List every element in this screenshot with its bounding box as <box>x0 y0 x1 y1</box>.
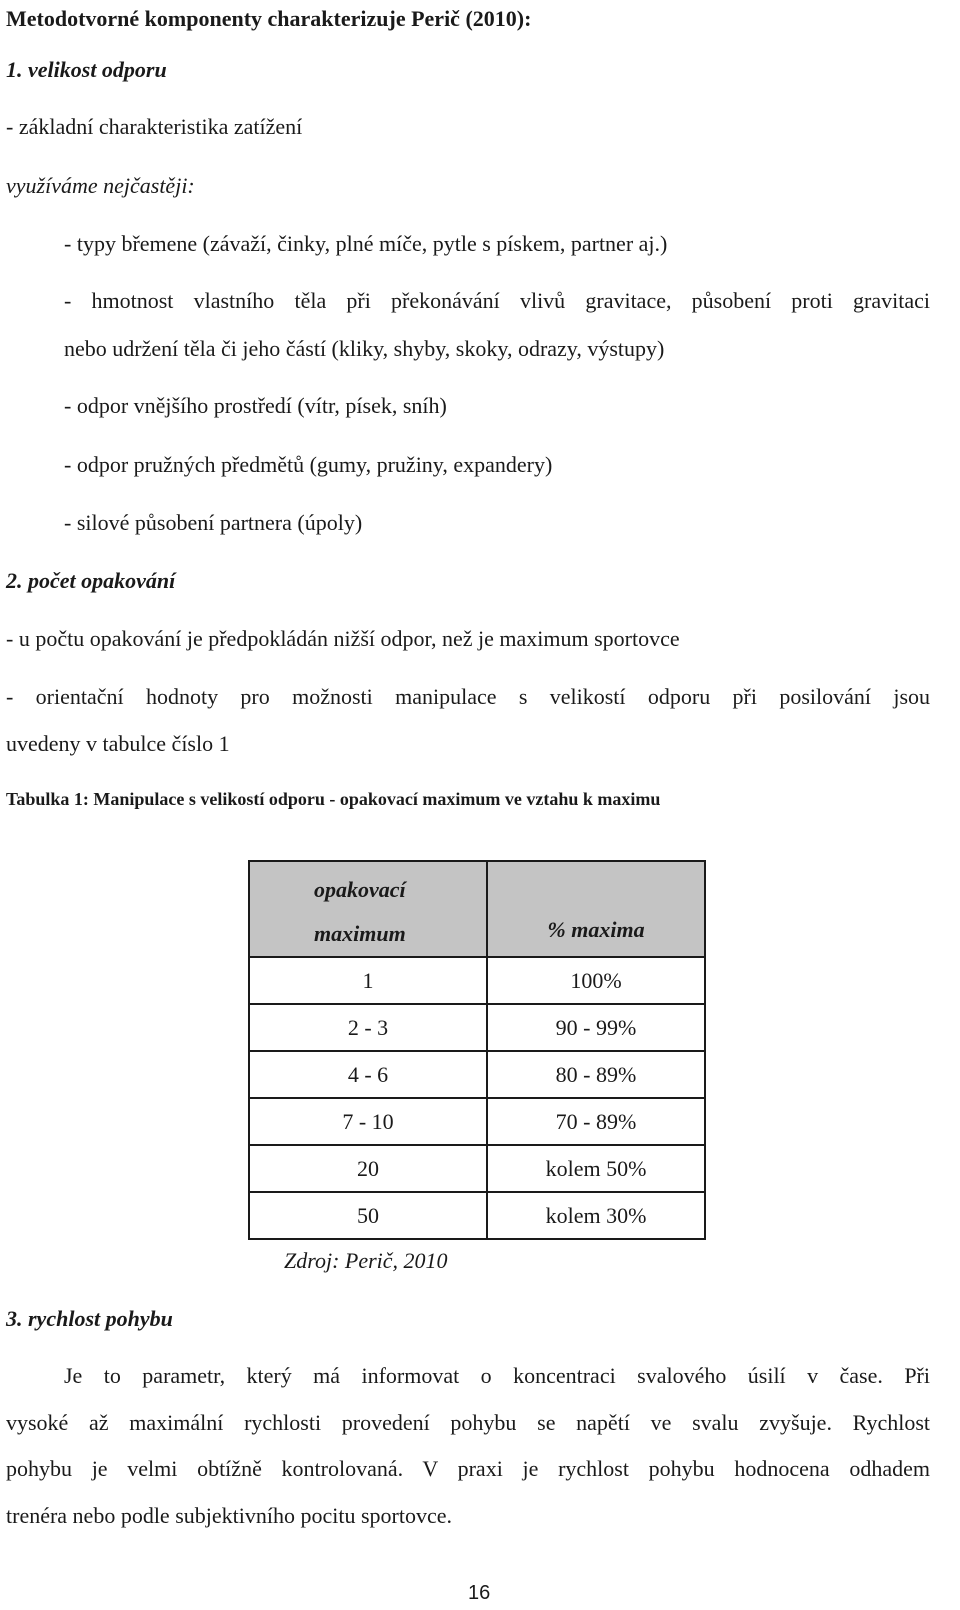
table-cell: 1 <box>249 957 487 1004</box>
table-cell: 90 - 99% <box>487 1004 705 1051</box>
list-item: - hmotnost vlastního těla při překonávání vlivů gravitace, působení proti gravitaci <box>64 288 930 313</box>
section-2-title: 2. počet opakování <box>6 568 176 593</box>
header-col1-line1: opakovací <box>314 877 406 902</box>
paragraph-line: trenéra nebo podle subjektivního pocitu sportovce. <box>6 1503 452 1528</box>
header-col2: % maxima <box>547 917 645 942</box>
table-cell: 4 - 6 <box>249 1051 487 1098</box>
section-3-title: 3. rychlost pohybu <box>6 1306 173 1331</box>
table-cell: kolem 30% <box>487 1192 705 1239</box>
table-cell: 20 <box>249 1145 487 1192</box>
data-table <box>248 860 706 1240</box>
list-item: - odpor vnějšího prostředí (vítr, písek, sníh) <box>64 393 447 418</box>
section-1-title: 1. velikost odporu <box>6 57 167 82</box>
page-heading: Metodotvorné komponenty charakterizuje Perič (2010): <box>6 6 532 31</box>
section-2-line: uvedeny v tabulce číslo 1 <box>6 731 230 756</box>
section-1-subheading: využíváme nejčastěji: <box>6 173 195 198</box>
table-row <box>249 1004 705 1051</box>
table-row <box>249 1192 705 1239</box>
paragraph-line: vysoké až maximální rychlosti provedení pohybu se napětí ve svalu zvyšuje. Rychlost <box>6 1410 930 1435</box>
list-item: - odpor pružných předmětů (gumy, pružiny, expandery) <box>64 452 553 477</box>
table-row <box>249 1145 705 1192</box>
table-cell: 7 - 10 <box>249 1098 487 1145</box>
table-cell: 100% <box>487 957 705 1004</box>
table-header-cell <box>249 861 487 957</box>
table-header-cell <box>487 861 705 957</box>
table-row <box>249 1098 705 1145</box>
table-cell: 80 - 89% <box>487 1051 705 1098</box>
list-item: nebo udržení těla či jeho částí (kliky, shyby, skoky, odrazy, výstupy) <box>64 336 665 361</box>
section-1-line: - základní charakteristika zatížení <box>6 114 303 139</box>
table-cell: 50 <box>249 1192 487 1239</box>
section-2-line: - orientační hodnoty pro možnosti manipulace s velikostí odporu při posilování jsou <box>6 684 930 709</box>
header-col1-line2: maximum <box>314 921 406 946</box>
section-2-line: - u počtu opakování je předpokládán nižší odpor, než je maximum sportovce <box>6 626 680 651</box>
table-row <box>249 957 705 1004</box>
table-source: Zdroj: Perič, 2010 <box>284 1248 448 1273</box>
table-cell: 2 - 3 <box>249 1004 487 1051</box>
table-cell: 70 - 89% <box>487 1098 705 1145</box>
list-item: - silové působení partnera (úpoly) <box>64 510 363 535</box>
table-header-row <box>249 861 705 957</box>
table-cell: kolem 50% <box>487 1145 705 1192</box>
list-item: - typy břemene (závaží, činky, plné míče, pytle s pískem, partner aj.) <box>64 231 668 256</box>
paragraph-line: Je to parametr, který má informovat o koncentraci svalového úsilí v čase. Při <box>64 1363 930 1388</box>
paragraph-line: pohybu je velmi obtížně kontrolovaná. V praxi je rychlost pohybu hodnocena odhadem <box>6 1456 930 1481</box>
page-number: 16 <box>468 1582 491 1604</box>
table-caption: Tabulka 1: Manipulace s velikostí odporu - opakovací maximum ve vztahu k maximu <box>6 789 661 809</box>
table-row <box>249 1051 705 1098</box>
